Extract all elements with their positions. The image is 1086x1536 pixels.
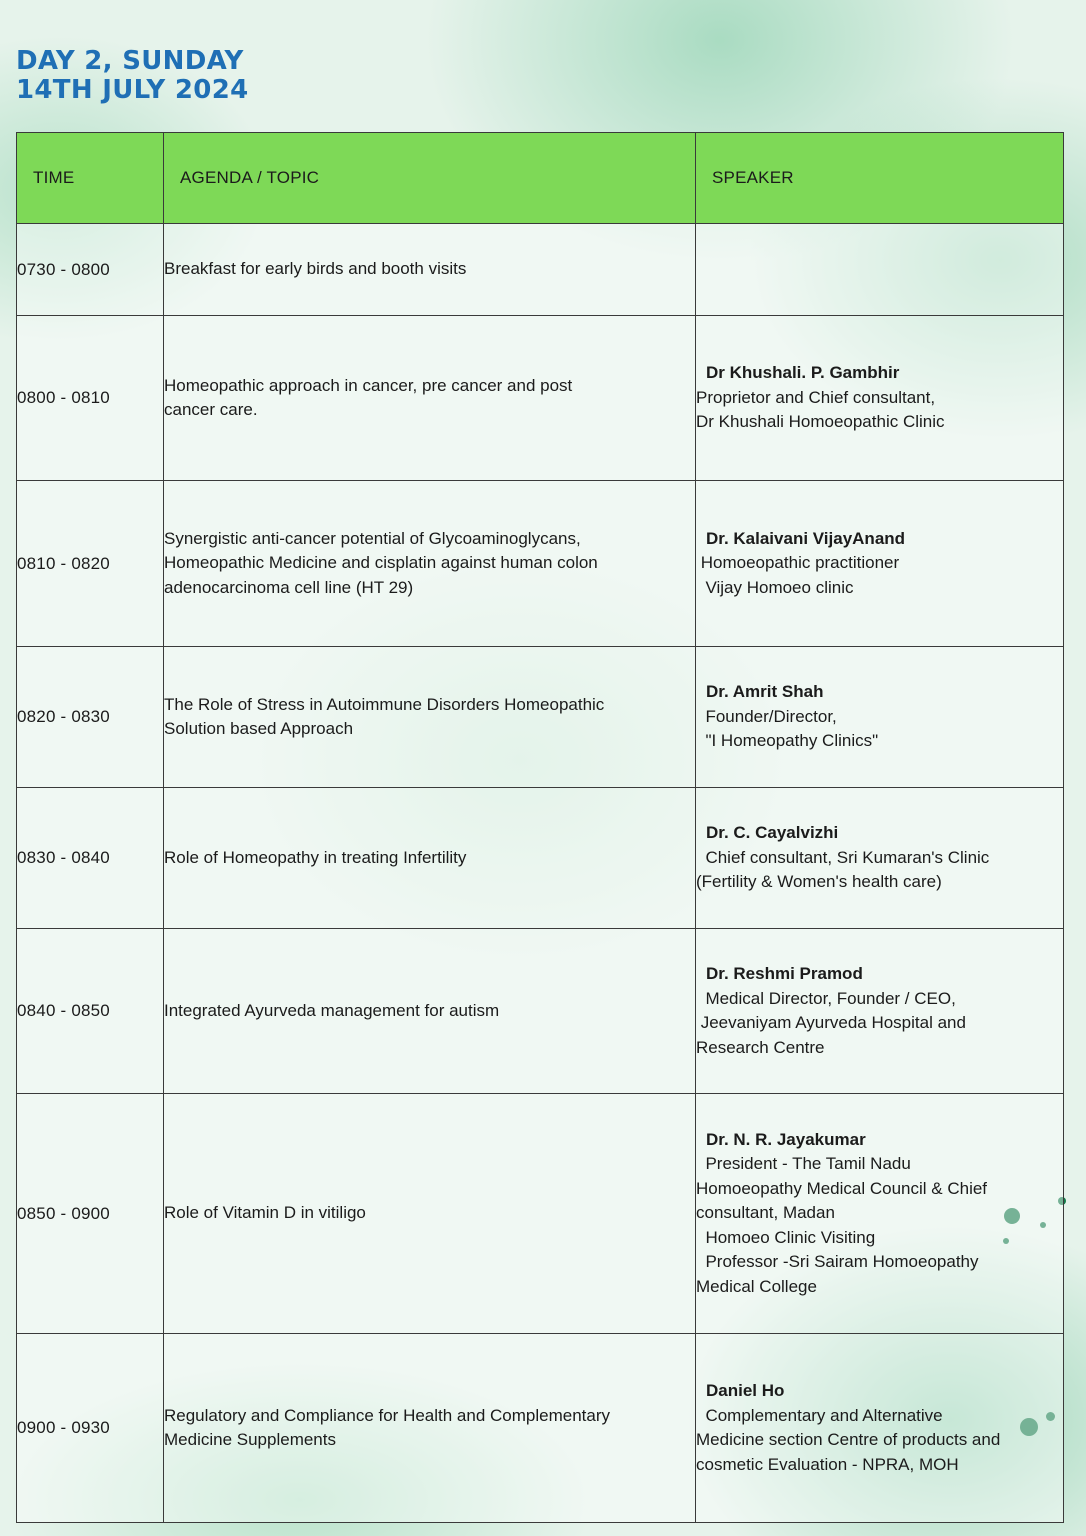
topic-text: Homeopathic approach in cancer, pre cancer and post cancer care. — [164, 375, 573, 419]
table-row — [17, 481, 1064, 647]
title-date: 14TH JULY 2024 — [16, 75, 249, 105]
topic-cell — [164, 316, 696, 481]
table-row — [17, 1094, 1064, 1334]
speaker-detail: Vijay Homoeo clinic — [696, 577, 854, 597]
time-cell: 0850 - 0900 — [17, 1094, 164, 1334]
speaker-name: Dr Khushali. P. Gambhir — [706, 363, 900, 383]
topic-text: The Role of Stress in Autoimmune Disorders Homeopathic Solution based Approach — [164, 694, 605, 738]
topic-cell — [164, 1334, 696, 1523]
topic-text: Breakfast for early birds and booth visits — [164, 259, 467, 279]
topic-text: Regulatory and Compliance for Health and Complementary Medicine Supplements — [164, 1405, 611, 1449]
speaker-cell — [696, 316, 1064, 481]
speaker-detail: cosmetic Evaluation - NPRA, MOH — [696, 1454, 959, 1474]
speaker-detail: "I Homeopathy Clinics" — [696, 731, 879, 751]
topic-cell — [164, 1094, 696, 1334]
topic-cell — [164, 481, 696, 647]
topic-cell — [164, 788, 696, 929]
table-row — [17, 788, 1064, 929]
topic-cell — [164, 929, 696, 1094]
table-row — [17, 929, 1064, 1094]
speaker-cell — [696, 788, 1064, 929]
table-header-row — [17, 133, 1064, 224]
speaker-detail: Chief consultant, Sri Kumaran's Clinic — [696, 847, 990, 867]
page-title — [16, 47, 248, 105]
topic-cell — [164, 647, 696, 788]
table-row — [17, 224, 1064, 316]
speaker-cell — [696, 1334, 1064, 1523]
speaker-detail: President - The Tamil Nadu — [696, 1154, 911, 1174]
speaker-detail: Homoeo Clinic Visiting — [696, 1227, 876, 1247]
column-header-speaker: SPEAKER — [696, 133, 1064, 224]
speaker-cell — [696, 647, 1064, 788]
time-cell: 0730 - 0800 — [17, 224, 164, 316]
speaker-detail: Founder/Director, — [696, 706, 837, 726]
speaker-name: Dr. N. R. Jayakumar — [706, 1129, 866, 1149]
speaker-detail: Research Centre — [696, 1037, 825, 1057]
time-cell: 0840 - 0850 — [17, 929, 164, 1094]
time-cell: 0820 - 0830 — [17, 647, 164, 788]
speaker-name: Dr. Amrit Shah — [706, 682, 824, 702]
time-cell: 0830 - 0840 — [17, 788, 164, 929]
speaker-detail: Medical Director, Founder / CEO, — [696, 988, 956, 1008]
speaker-detail: Medical College — [696, 1276, 817, 1296]
topic-cell — [164, 224, 696, 316]
speaker-detail: Homoeopathy Medical Council & Chief — [696, 1178, 988, 1198]
title-day: DAY 2, SUNDAY — [16, 46, 244, 76]
speaker-cell — [696, 224, 1064, 316]
time-cell: 0800 - 0810 — [17, 316, 164, 481]
speaker-detail: Professor -Sri Sairam Homoeopathy — [696, 1252, 979, 1272]
topic-text: Synergistic anti-cancer potential of Glycoaminoglycans, Homeopathic Medicine and cisplatin against human colon adenocarcinoma cell line (HT 29) — [164, 528, 598, 597]
table-row — [17, 1334, 1064, 1523]
topic-text: Role of Vitamin D in vitiligo — [164, 1203, 366, 1223]
speaker-detail: Medicine section Centre of products and — [696, 1430, 1001, 1449]
time-cell: 0900 - 0930 — [17, 1334, 164, 1523]
speaker-detail: Complementary and Alternative — [696, 1405, 943, 1425]
speaker-detail: Homoeopathic practitioner — [696, 553, 900, 573]
table-row — [17, 647, 1064, 788]
topic-text: Role of Homeopathy in treating Infertility — [164, 847, 467, 867]
speaker-detail: Dr Khushali Homoeopathic Clinic — [696, 412, 945, 432]
speaker-detail: Jeevaniyam Ayurveda Hospital and — [696, 1013, 966, 1032]
column-header-time: TIME — [17, 133, 164, 224]
speaker-detail: consultant, Madan — [696, 1203, 835, 1223]
speaker-name: Daniel Ho — [706, 1381, 785, 1400]
speaker-name: Dr. Kalaivani VijayAnand — [706, 528, 906, 548]
speaker-name: Dr. Reshmi Pramod — [706, 964, 863, 983]
table-row — [17, 316, 1064, 481]
column-header-topic: AGENDA / TOPIC — [164, 133, 696, 224]
speaker-cell — [696, 929, 1064, 1094]
speaker-cell — [696, 1094, 1064, 1334]
topic-text: Integrated Ayurveda management for autism — [164, 1000, 500, 1020]
speaker-cell — [696, 481, 1064, 647]
time-cell: 0810 - 0820 — [17, 481, 164, 647]
speaker-name: Dr. C. Cayalvizhi — [706, 823, 839, 843]
speaker-detail: Proprietor and Chief consultant, — [696, 387, 936, 407]
speaker-detail: (Fertility & Women's health care) — [696, 872, 942, 892]
agenda-table — [16, 132, 1064, 1523]
